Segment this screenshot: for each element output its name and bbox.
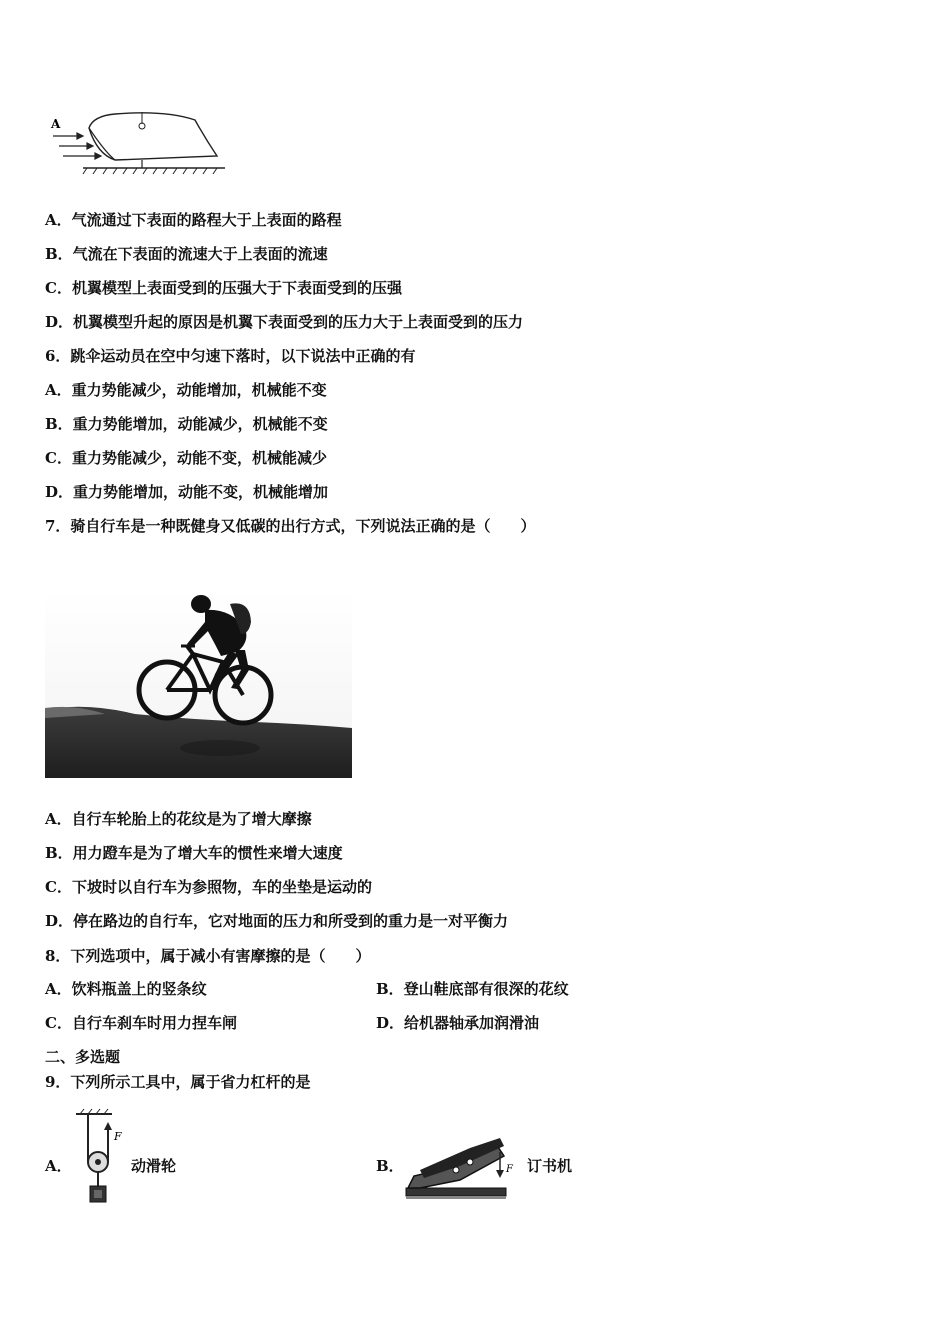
q9-option-b-letter: B． (376, 1157, 404, 1175)
pulley-force-label: F (114, 1130, 122, 1143)
stapler-figure (400, 1130, 524, 1210)
q7-option-d: D．停在路边的自行车，它对地面的压力和所受到的重力是一对平衡力 (45, 912, 509, 930)
section-title: 二、多选题 (45, 1048, 121, 1066)
q9-option-a-text: 动滑轮 (131, 1157, 177, 1175)
q8-stem: 8．下列选项中，属于减小有害摩擦的是（ ） (45, 947, 371, 965)
q8-option-c: C．自行车刹车时用力捏车闸 (45, 1014, 237, 1032)
q6-option-b: B．重力势能增加，动能减少，机械能不变 (45, 415, 328, 433)
q6-option-c: C．重力势能减少，动能不变，机械能减少 (45, 449, 327, 467)
q6-option-a: A．重力势能减少，动能增加，机械能不变 (45, 381, 327, 399)
q7-option-c: C．下坡时以自行车为参照物，车的坐垫是运动的 (45, 878, 372, 896)
q8-option-b: B．登山鞋底部有很深的花纹 (376, 980, 569, 998)
q9-stem: 9．下列所示工具中，属于省力杠杆的是 (45, 1073, 311, 1091)
cyclist-photo (45, 590, 352, 778)
q8-option-a: A．饮料瓶盖上的竖条纹 (45, 980, 207, 998)
q9-option-a-letter: A． (45, 1157, 72, 1175)
wing-model-figure (45, 108, 230, 176)
q7-option-b: B．用力蹬车是为了增大车的惯性来增大速度 (45, 844, 343, 862)
q9-option-b-text: 订书机 (527, 1157, 573, 1175)
q8-option-d: D．给机器轴承加润滑油 (376, 1014, 540, 1032)
q6-option-d: D．重力势能增加，动能不变，机械能增加 (45, 483, 329, 501)
q5-option-c: C．机翼模型上表面受到的压强大于下表面受到的压强 (45, 279, 402, 297)
q5-option-b: B．气流在下表面的流速大于上表面的流速 (45, 245, 328, 263)
q5-option-d: D．机翼模型升起的原因是机翼下表面受到的压力大于上表面受到的压力 (45, 313, 524, 331)
q5-option-a: A．气流通过下表面的路程大于上表面的路程 (45, 211, 342, 229)
movable-pulley-figure (70, 1108, 130, 1208)
airflow-label: A (51, 117, 61, 131)
q6-stem: 6．跳伞运动员在空中匀速下落时，以下说法中正确的有 (45, 347, 416, 365)
q7-stem: 7．骑自行车是一种既健身又低碳的出行方式，下列说法正确的是（ ） (45, 517, 536, 535)
stapler-force-label: F (506, 1164, 513, 1175)
q7-option-a: A．自行车轮胎上的花纹是为了增大摩擦 (45, 810, 312, 828)
